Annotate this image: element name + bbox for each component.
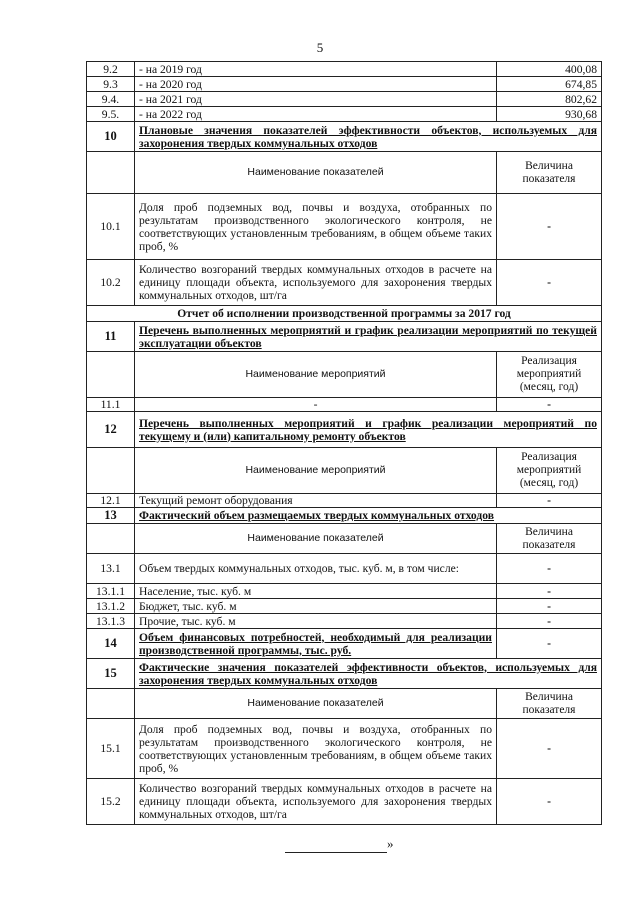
column-header-row bbox=[87, 524, 602, 554]
section-number: 10 bbox=[87, 122, 135, 152]
table-row bbox=[87, 494, 602, 508]
row-value: - bbox=[497, 719, 602, 779]
table-row bbox=[87, 398, 602, 412]
table-row bbox=[87, 614, 602, 629]
column-header-row bbox=[87, 689, 602, 719]
empty-cell bbox=[87, 448, 135, 494]
row-text: Население, тыс. куб. м bbox=[135, 584, 497, 599]
page-number: 5 bbox=[316, 40, 324, 55]
column-header-value: Реализация мероприятий (месяц, год) bbox=[497, 448, 602, 494]
row-value: - bbox=[497, 614, 602, 629]
column-header-name: Наименование показателей bbox=[135, 689, 497, 719]
column-header-row bbox=[87, 352, 602, 398]
column-header-name: Наименование мероприятий bbox=[135, 352, 497, 398]
section-header-12 bbox=[87, 412, 602, 448]
table-row bbox=[87, 260, 602, 306]
table-row bbox=[87, 554, 602, 584]
row-value: - bbox=[497, 599, 602, 614]
report-title: Отчет об исполнении производственной программы за 2017 год bbox=[87, 306, 602, 322]
section-number: 14 bbox=[87, 629, 135, 659]
signature-underline bbox=[285, 842, 387, 853]
row-value: - bbox=[497, 260, 602, 306]
column-header-name: Наименование показателей bbox=[135, 524, 497, 554]
section-number: 11 bbox=[87, 322, 135, 352]
table-row bbox=[87, 107, 602, 122]
report-title-row bbox=[87, 306, 602, 322]
table-row bbox=[87, 77, 602, 92]
row-text: - bbox=[135, 398, 497, 412]
row-value: 802,62 bbox=[497, 92, 602, 107]
section-title: Фактический объем размещаемых твердых коммунальных отходов bbox=[135, 508, 602, 524]
section-header-11 bbox=[87, 322, 602, 352]
program-table bbox=[86, 61, 602, 825]
row-text: Объем твердых коммунальных отходов, тыс. куб. м, в том числе: bbox=[135, 554, 497, 584]
row-value: 400,08 bbox=[497, 62, 602, 77]
table-row bbox=[87, 719, 602, 779]
column-header-row bbox=[87, 448, 602, 494]
section-number: 15 bbox=[87, 659, 135, 689]
row-number: 15.2 bbox=[87, 779, 135, 825]
row-number: 13.1.3 bbox=[87, 614, 135, 629]
row-text: Количество возгораний твердых коммунальных отходов в расчете на единицу площади объекта, используемого для захоронения твердых коммунальных отходов, шт/га bbox=[135, 779, 497, 825]
row-label: - на 2021 год bbox=[135, 92, 497, 107]
row-label: - на 2020 год bbox=[135, 77, 497, 92]
row-value: - bbox=[497, 194, 602, 260]
row-number: 9.3 bbox=[87, 77, 135, 92]
row-number: 9.4. bbox=[87, 92, 135, 107]
section-header-15 bbox=[87, 659, 602, 689]
section-title: Плановые значения показателей эффективности объектов, используемых для захоронения твердых коммунальных отходов bbox=[135, 122, 602, 152]
row-number: 13.1.2 bbox=[87, 599, 135, 614]
table-row bbox=[87, 584, 602, 599]
section-title: Перечень выполненных мероприятий и график реализации мероприятий по текущей эксплуатации объектов bbox=[135, 322, 602, 352]
row-value: - bbox=[497, 779, 602, 825]
column-header-value: Величина показателя bbox=[497, 152, 602, 194]
row-number: 9.2 bbox=[87, 62, 135, 77]
row-text: Доля проб подземных вод, почвы и воздуха, отобранных по результатам производственного экологического контроля, не соответствующих установленным требованиям, в общем объеме таких проб, % bbox=[135, 194, 497, 260]
row-value: 674,85 bbox=[497, 77, 602, 92]
row-label: - на 2019 год bbox=[135, 62, 497, 77]
empty-cell bbox=[87, 524, 135, 554]
row-value: - bbox=[497, 494, 602, 508]
column-header-name: Наименование показателей bbox=[135, 152, 497, 194]
table-row bbox=[87, 779, 602, 825]
section-header-14 bbox=[87, 629, 602, 659]
row-number: 10.2 bbox=[87, 260, 135, 306]
closing-signature-line bbox=[285, 835, 405, 853]
row-number: 13.1.1 bbox=[87, 584, 135, 599]
column-header-value: Величина показателя bbox=[497, 689, 602, 719]
section-number: 12 bbox=[87, 412, 135, 448]
empty-cell bbox=[87, 152, 135, 194]
row-number: 9.5. bbox=[87, 107, 135, 122]
section-header-10 bbox=[87, 122, 602, 152]
column-header-value: Величина показателя bbox=[497, 524, 602, 554]
section-title: Фактические значения показателей эффективности объектов, используемых для захоронения твердых коммунальных отходов bbox=[135, 659, 602, 689]
section-title: Объем финансовых потребностей, необходимый для реализации производственной программы, тыс. руб. bbox=[135, 629, 497, 659]
row-value: - bbox=[497, 629, 602, 659]
row-text: Количество возгораний твердых коммунальных отходов в расчете на единицу площади объекта, используемого для захоронения твердых коммунальных отходов, шт/га bbox=[135, 260, 497, 306]
table-row bbox=[87, 92, 602, 107]
row-text: Доля проб подземных вод, почвы и воздуха, отобранных по результатам производственного экологического контроля, не соответствующих установленным требованиям, в общем объеме таких проб, % bbox=[135, 719, 497, 779]
table-row bbox=[87, 194, 602, 260]
row-value: 930,68 bbox=[497, 107, 602, 122]
section-title: Перечень выполненных мероприятий и график реализации мероприятий по текущему и (или) капитальному ремонту объектов bbox=[135, 412, 602, 448]
section-header-13 bbox=[87, 508, 602, 524]
empty-cell bbox=[87, 689, 135, 719]
row-value: - bbox=[497, 584, 602, 599]
row-number: 13.1 bbox=[87, 554, 135, 584]
row-value: - bbox=[497, 398, 602, 412]
row-label: - на 2022 год bbox=[135, 107, 497, 122]
row-text: Бюджет, тыс. куб. м bbox=[135, 599, 497, 614]
row-number: 12.1 bbox=[87, 494, 135, 508]
row-number: 15.1 bbox=[87, 719, 135, 779]
row-text: Прочие, тыс. куб. м bbox=[135, 614, 497, 629]
row-text: Текущий ремонт оборудования bbox=[135, 494, 497, 508]
column-header-name: Наименование мероприятий bbox=[135, 448, 497, 494]
closing-quote: » bbox=[387, 836, 394, 851]
table-row bbox=[87, 62, 602, 77]
column-header-row bbox=[87, 152, 602, 194]
row-number: 11.1 bbox=[87, 398, 135, 412]
table-row bbox=[87, 599, 602, 614]
empty-cell bbox=[87, 352, 135, 398]
row-value: - bbox=[497, 554, 602, 584]
column-header-value: Реализация мероприятий (месяц, год) bbox=[497, 352, 602, 398]
section-number: 13 bbox=[87, 508, 135, 524]
row-number: 10.1 bbox=[87, 194, 135, 260]
